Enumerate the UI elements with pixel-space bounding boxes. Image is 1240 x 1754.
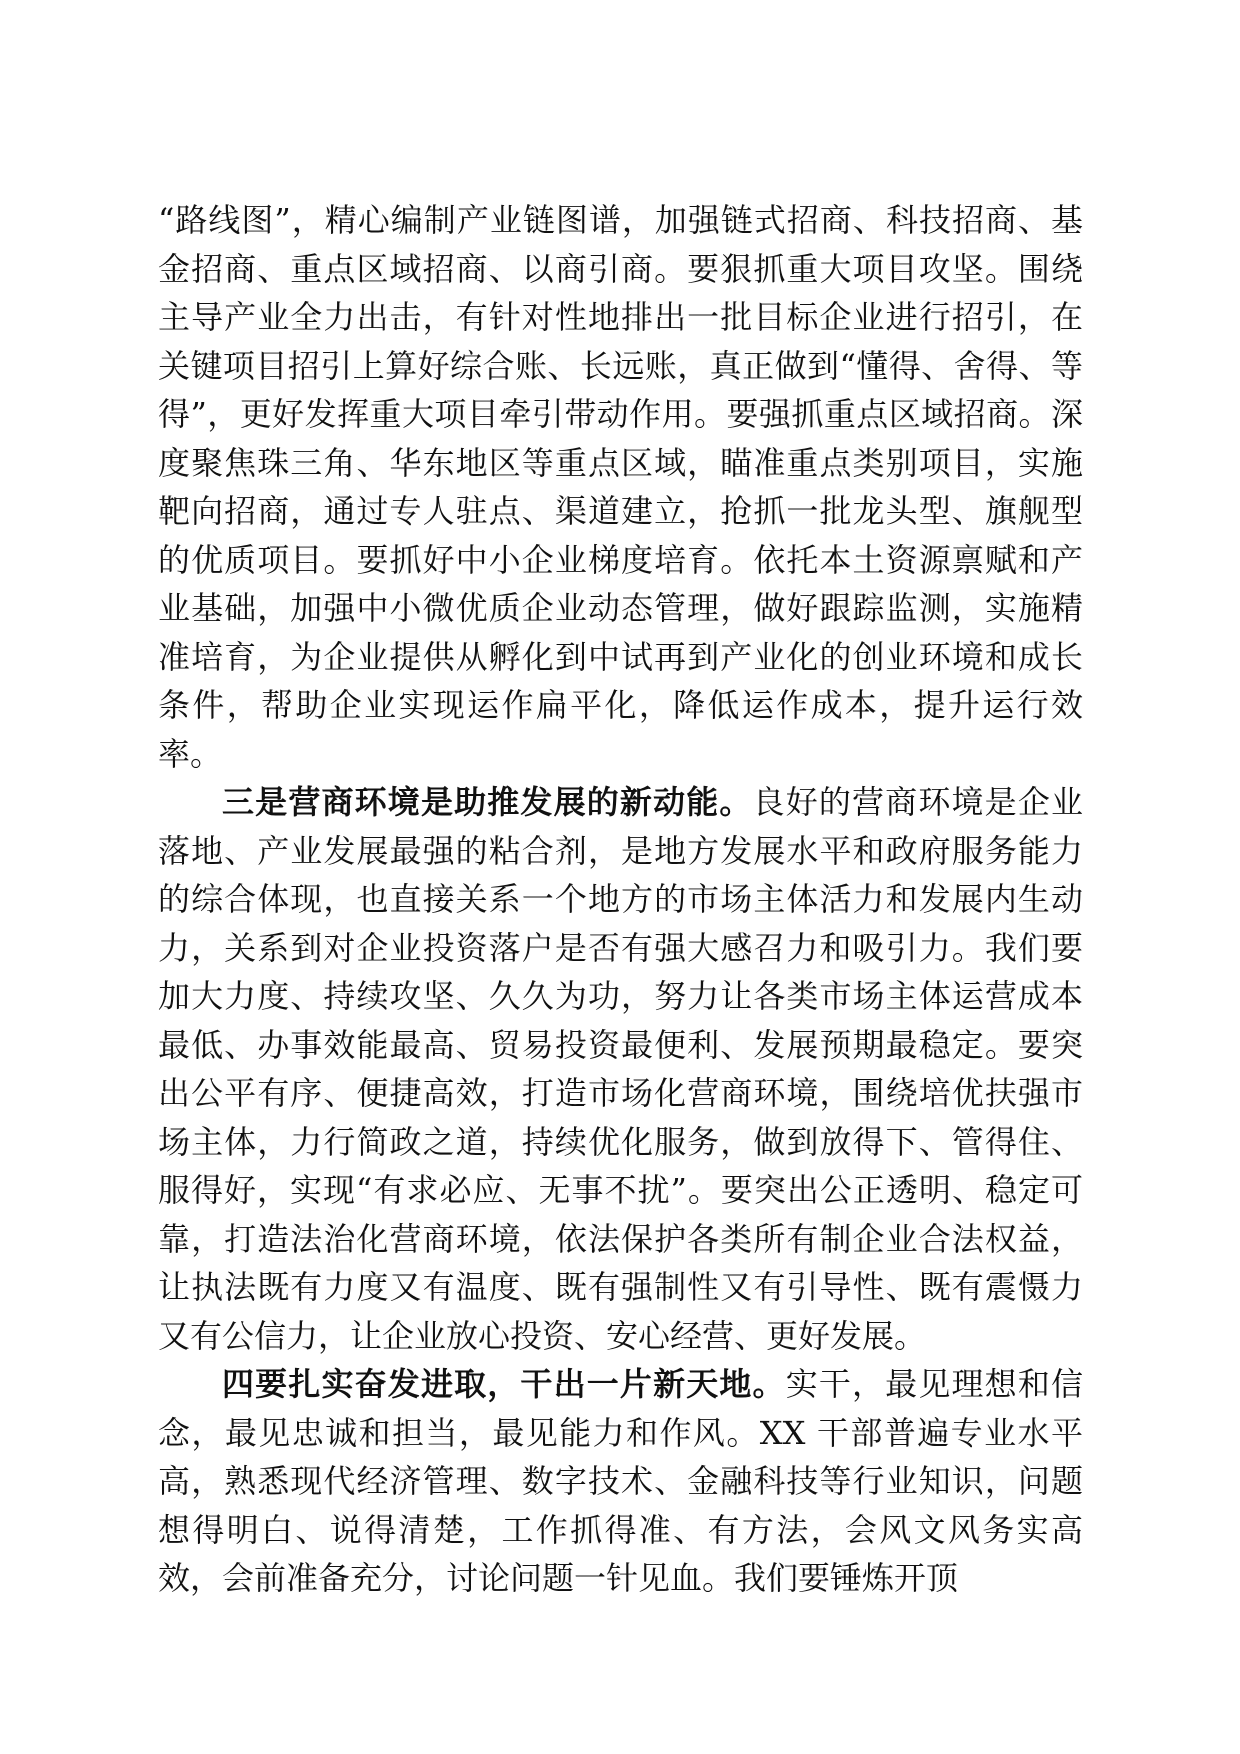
paragraph-business-environment (158, 778, 1083, 1360)
paragraph-heading-hard-work: 四要扎实奋发进取，干出一片新天地。 (222, 1365, 786, 1403)
paragraph-body: 实干，最见理想和信念，最见忠诚和担当，最见能力和作风。XX 干部普遍专业水平高，熟悉现代经济管理、数字技术、金融科技等行业知识，问题想得明白、说得清楚，工作抓得准、有方法，会风文风务实高效，会前准备充分，讨论问题一针见血。我们要锤炼开顶 (158, 1365, 1083, 1597)
document-page (158, 196, 1083, 1603)
paragraph-hard-work (158, 1360, 1083, 1603)
paragraph-heading-business-environment: 三是营商环境是助推发展的新动能。 (222, 783, 753, 821)
paragraph-body: “路线图”，精心编制产业链图谱，加强链式招商、科技招商、基金招商、重点区域招商、以商引商。要狠抓重大项目攻坚。围绕主导产业全力出击，有针对性地排出一批目标企业进行招引，在关键项目招引上算好综合账、长远账，真正做到“懂得、舍得、等得”，更好发挥重大项目牵引带动作用。要强抓重点区域招商。深度聚焦珠三角、华东地区等重点区域，瞄准重点类别项目，实施靶向招商，通过专人驻点、渠道建立，抢抓一批龙头型、旗舰型的优质项目。要抓好中小企业梯度培育。依托本土资源禀赋和产业基础，加强中小微优质企业动态管理，做好跟踪监测，实施精准培育，为企业提供从孵化到中试再到产业化的创业环境和成长条件，帮助企业实现运作扁平化，降低运作成本，提升运行效率。 (158, 201, 1083, 773)
paragraph-body: 良好的营商环境是企业落地、产业发展最强的粘合剂，是地方发展水平和政府服务能力的综合体现，也直接关系一个地方的市场主体活力和发展内生动力，关系到对企业投资落户是否有强大感召力和吸引力。我们要加大力度、持续攻坚、久久为功，努力让各类市场主体运营成本最低、办事效能最高、贸易投资最便利、发展预期最稳定。要突出公平有序、便捷高效，打造市场化营商环境，围绕培优扶强市场主体，力行简政之道，持续优化服务，做到放得下、管得住、服得好，实现“有求必应、无事不扰”。要突出公正透明、稳定可靠，打造法治化营商环境，依法保护各类所有制企业合法权益，让执法既有力度又有温度、既有强制性又有引导性、既有震慑力又有公信力，让企业放心投资、安心经营、更好发展。 (158, 783, 1083, 1355)
paragraph-investment-continued (158, 196, 1083, 778)
